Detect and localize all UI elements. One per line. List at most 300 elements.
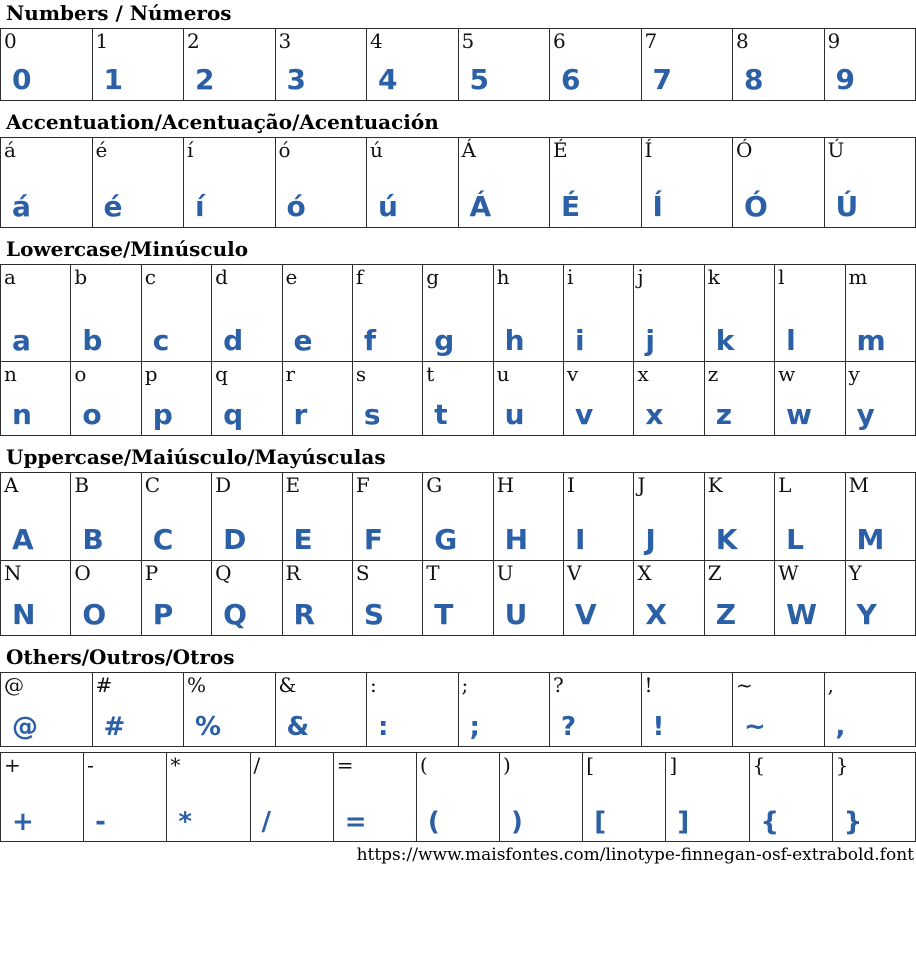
section-others [0, 646, 916, 842]
reference-glyph: ( [419, 753, 428, 777]
font-glyph: O [82, 598, 107, 631]
glyph-cell [641, 673, 733, 747]
glyph-cell [282, 561, 352, 636]
glyph-cell [845, 265, 916, 362]
font-glyph: z [715, 398, 733, 431]
reference-glyph: a [4, 265, 16, 289]
glyph-cell [550, 29, 642, 101]
reference-glyph: W [778, 561, 799, 585]
font-glyph: S [363, 598, 385, 631]
reference-glyph: B [74, 473, 90, 497]
font-glyph: ] [677, 807, 690, 837]
font-glyph: + [12, 807, 34, 837]
reference-glyph: F [355, 473, 370, 497]
reference-glyph: i [567, 265, 574, 289]
font-glyph: Á [469, 190, 492, 223]
reference-glyph: t [426, 362, 435, 386]
reference-glyph: E [285, 473, 301, 497]
font-glyph: ~ [744, 712, 766, 742]
source-url: https://www.maisfontes.com/linotype-finnegan-osf-extrabold.font [356, 845, 914, 865]
glyph-cell [641, 29, 733, 101]
font-glyph: m [856, 324, 886, 357]
font-glyph: B [82, 523, 104, 556]
glyph-cell [367, 29, 459, 101]
font-glyph: , [835, 712, 846, 742]
glyph-cell [1, 138, 93, 228]
font-glyph: - [95, 807, 106, 837]
font-glyph: ! [652, 712, 665, 742]
glyph-cell [184, 29, 276, 101]
reference-glyph: 3 [278, 29, 292, 53]
glyph-cell [333, 753, 416, 842]
reference-glyph: R [285, 561, 301, 585]
reference-glyph: 4 [370, 29, 383, 53]
glyph-row-uppercase-0 [0, 472, 916, 561]
font-glyph: f [363, 324, 377, 357]
reference-glyph: * [170, 753, 181, 777]
font-glyph: q [223, 398, 244, 431]
glyph-cell [1, 362, 71, 436]
glyph-cell [275, 138, 367, 228]
reference-glyph: á [4, 138, 16, 162]
glyph-cell [1, 473, 71, 561]
font-glyph: [ [594, 807, 607, 837]
glyph-cell [845, 473, 916, 561]
reference-glyph: U [496, 561, 514, 585]
glyph-cell [141, 473, 211, 561]
glyph-cell [184, 138, 276, 228]
reference-glyph: É [553, 138, 568, 162]
glyph-cell [71, 362, 141, 436]
font-glyph: ; [469, 712, 480, 742]
reference-glyph: : [370, 673, 377, 697]
font-glyph: d [223, 324, 244, 357]
font-glyph: Y [856, 598, 877, 631]
font-glyph: 1 [103, 63, 123, 96]
font-glyph: v [575, 398, 594, 431]
glyph-cell [666, 753, 749, 842]
glyph-cell [92, 138, 184, 228]
font-glyph: 5 [469, 63, 489, 96]
glyph-cell [493, 362, 563, 436]
font-glyph: } [843, 807, 863, 837]
glyph-cell [845, 561, 916, 636]
glyph-cell [71, 561, 141, 636]
font-glyph: ) [511, 807, 523, 837]
reference-glyph: C [144, 473, 161, 497]
reference-glyph: = [336, 753, 354, 777]
glyph-row-lowercase-0 [0, 264, 916, 362]
glyph-cell [832, 753, 915, 842]
reference-glyph: 8 [736, 29, 749, 53]
glyph-tables-lowercase [0, 264, 916, 436]
glyph-cell [733, 138, 825, 228]
font-glyph: b [82, 324, 103, 357]
glyph-cell [141, 265, 211, 362]
reference-glyph: Z [707, 561, 722, 585]
font-glyph: 0 [12, 63, 32, 96]
glyph-cell [704, 561, 774, 636]
glyph-cell [1, 29, 93, 101]
section-title-lowercase: Lowercase/Minúsculo [6, 237, 249, 261]
font-glyph: s [363, 398, 381, 431]
glyph-row-numbers-0 [0, 28, 916, 101]
reference-glyph: P [144, 561, 159, 585]
font-glyph: = [344, 807, 367, 837]
font-glyph: é [103, 190, 123, 223]
glyph-row-others-1 [0, 752, 916, 842]
font-glyph: % [195, 712, 222, 742]
glyph-cell [184, 673, 276, 747]
font-glyph: @ [12, 712, 38, 742]
glyph-cell [416, 753, 499, 842]
glyph-cell [1, 561, 71, 636]
reference-glyph: { [752, 753, 766, 777]
font-glyph: w [786, 398, 812, 431]
reference-glyph: D [215, 473, 232, 497]
reference-glyph: Á [461, 138, 476, 162]
font-glyph: D [223, 523, 247, 556]
glyph-row-lowercase-1 [0, 361, 916, 436]
font-glyph: 7 [652, 63, 672, 96]
font-glyph: Ú [835, 190, 859, 223]
reference-glyph: ? [553, 673, 564, 697]
reference-glyph: f [355, 265, 364, 289]
reference-glyph: Ó [736, 138, 753, 162]
reference-glyph: M [848, 473, 869, 497]
font-glyph: F [363, 523, 384, 556]
glyph-cell [352, 561, 422, 636]
glyph-cell [845, 362, 916, 436]
glyph-row-uppercase-1 [0, 560, 916, 636]
glyph-cell [564, 362, 634, 436]
glyph-cell [733, 673, 825, 747]
reference-glyph: H [496, 473, 515, 497]
reference-glyph: T [426, 561, 440, 585]
reference-glyph: Í [644, 138, 653, 162]
font-glyph: Í [652, 190, 663, 223]
section-accentuation [0, 111, 916, 228]
font-glyph: I [575, 523, 586, 556]
font-glyph: H [504, 523, 529, 556]
font-glyph: ( [427, 807, 440, 837]
font-glyph: r [293, 398, 308, 431]
reference-glyph: ; [461, 673, 469, 697]
reference-glyph: 0 [4, 29, 17, 53]
glyph-cell [352, 362, 422, 436]
glyph-cell [564, 473, 634, 561]
reference-glyph: é [95, 138, 108, 162]
font-glyph: & [286, 712, 310, 742]
reference-glyph: V [567, 561, 582, 585]
glyph-cell [493, 473, 563, 561]
reference-glyph: L [778, 473, 792, 497]
reference-glyph: & [278, 673, 297, 697]
reference-glyph: - [87, 753, 94, 777]
glyph-cell [212, 265, 282, 362]
glyph-cell [423, 362, 493, 436]
reference-glyph: N [4, 561, 22, 585]
font-glyph: á [12, 190, 31, 223]
glyph-cell [704, 265, 774, 362]
section-title-uppercase: Uppercase/Maiúsculo/Mayúsculas [6, 445, 386, 469]
glyph-cell [367, 138, 459, 228]
font-glyph: W [786, 598, 818, 631]
reference-glyph: O [74, 561, 91, 585]
glyph-cell [423, 561, 493, 636]
glyph-cell [1, 673, 93, 747]
glyph-cell [458, 29, 550, 101]
reference-glyph: # [95, 673, 113, 697]
glyph-cell [564, 265, 634, 362]
reference-glyph: o [74, 362, 87, 386]
reference-glyph: d [215, 265, 228, 289]
reference-glyph: 1 [95, 29, 109, 53]
font-glyph: C [152, 523, 174, 556]
glyph-tables-others [0, 672, 916, 842]
reference-glyph: S [355, 561, 370, 585]
glyph-cell [824, 673, 916, 747]
font-glyph: l [786, 324, 796, 357]
reference-glyph: z [707, 362, 719, 386]
font-glyph: 6 [561, 63, 581, 96]
section-numbers [0, 2, 916, 101]
reference-glyph: } [835, 753, 849, 777]
reference-glyph: l [778, 265, 785, 289]
glyph-cell [775, 362, 845, 436]
glyph-cell [704, 362, 774, 436]
font-glyph: N [12, 598, 36, 631]
reference-glyph: y [848, 362, 860, 386]
reference-glyph: w [778, 362, 796, 386]
glyph-row-others-0 [0, 672, 916, 747]
reference-glyph: m [848, 265, 868, 289]
reference-glyph: + [4, 753, 21, 777]
reference-glyph: x [637, 362, 649, 386]
glyph-cell [749, 753, 832, 842]
font-glyph: u [504, 398, 525, 431]
reference-glyph: ó [278, 138, 291, 162]
section-title-others: Others/Outros/Otros [6, 645, 235, 669]
glyph-cell [775, 561, 845, 636]
reference-glyph: I [567, 473, 575, 497]
glyph-cell [634, 265, 704, 362]
font-glyph: É [561, 190, 581, 223]
glyph-cell [92, 29, 184, 101]
font-glyph: 4 [378, 63, 398, 96]
reference-glyph: 5 [461, 29, 475, 53]
glyph-tables-numbers [0, 28, 916, 101]
font-glyph: Ó [744, 190, 768, 223]
glyph-cell [282, 473, 352, 561]
font-glyph: t [434, 398, 448, 431]
reference-glyph: , [827, 673, 834, 697]
reference-glyph: ú [370, 138, 383, 162]
reference-glyph: A [4, 473, 19, 497]
glyph-cell [71, 473, 141, 561]
font-glyph: h [504, 324, 525, 357]
font-glyph: a [12, 324, 31, 357]
section-lowercase [0, 238, 916, 436]
glyph-cell [275, 29, 367, 101]
reference-glyph: / [253, 753, 261, 777]
reference-glyph: n [4, 362, 17, 386]
section-uppercase [0, 446, 916, 636]
glyph-cell [423, 473, 493, 561]
glyph-cell [92, 673, 184, 747]
reference-glyph: % [187, 673, 207, 697]
font-glyph: L [786, 523, 804, 556]
reference-glyph: Ú [827, 138, 845, 162]
glyph-cell [733, 29, 825, 101]
font-glyph: { [760, 807, 780, 837]
font-glyph: Z [715, 598, 737, 631]
reference-glyph: ) [503, 753, 511, 777]
font-glyph: 9 [835, 63, 855, 96]
glyph-cell [493, 561, 563, 636]
font-glyph: ú [378, 190, 398, 223]
reference-glyph: g [426, 265, 440, 289]
glyph-cell [167, 753, 250, 842]
reference-glyph: r [285, 362, 296, 386]
font-glyph: g [434, 324, 455, 357]
reference-glyph: q [215, 362, 228, 386]
reference-glyph: K [707, 473, 723, 497]
font-glyph: y [856, 398, 875, 431]
glyph-cell [550, 138, 642, 228]
font-glyph: V [575, 598, 597, 631]
glyph-cell [500, 753, 583, 842]
reference-glyph: e [285, 265, 298, 289]
glyph-cell [212, 362, 282, 436]
font-glyph: 3 [286, 63, 306, 96]
glyph-cell [458, 673, 550, 747]
reference-glyph: u [496, 362, 510, 386]
glyph-cell [583, 753, 666, 842]
reference-glyph: k [707, 265, 720, 289]
glyph-cell [824, 29, 916, 101]
reference-glyph: ~ [736, 673, 753, 697]
reference-glyph: [ [586, 753, 595, 777]
glyph-cell [775, 473, 845, 561]
glyph-cell [352, 265, 422, 362]
font-glyph: k [715, 324, 735, 357]
glyph-cell [458, 138, 550, 228]
glyph-cell [367, 673, 459, 747]
font-glyph: n [12, 398, 32, 431]
reference-glyph: J [637, 473, 646, 497]
glyph-cell [550, 673, 642, 747]
section-title-numbers: Numbers / Números [6, 1, 232, 25]
font-glyph: P [152, 598, 174, 631]
reference-glyph: ] [669, 753, 678, 777]
font-glyph: ? [561, 712, 577, 742]
glyph-cell [641, 138, 733, 228]
font-glyph: T [434, 598, 454, 631]
reference-glyph: 9 [827, 29, 841, 53]
font-glyph: X [645, 598, 667, 631]
glyph-cell [704, 473, 774, 561]
font-glyph: G [434, 523, 458, 556]
reference-glyph: @ [4, 673, 24, 697]
font-glyph: R [293, 598, 316, 631]
glyph-cell [141, 561, 211, 636]
glyph-cell [275, 673, 367, 747]
font-glyph: K [715, 523, 738, 556]
reference-glyph: b [74, 265, 88, 289]
glyph-cell [250, 753, 333, 842]
glyph-cell [824, 138, 916, 228]
font-glyph: x [645, 398, 664, 431]
glyph-cell [493, 265, 563, 362]
font-glyph: U [504, 598, 528, 631]
font-glyph: c [152, 324, 170, 357]
glyph-cell [71, 265, 141, 362]
glyph-cell [282, 265, 352, 362]
font-glyph: 2 [195, 63, 215, 96]
reference-glyph: 6 [553, 29, 566, 53]
font-glyph: / [261, 807, 272, 837]
glyph-cell [84, 753, 167, 842]
reference-glyph: ! [644, 673, 653, 697]
font-glyph: M [856, 523, 885, 556]
reference-glyph: Y [848, 561, 862, 585]
font-specimen-page [0, 2, 916, 865]
font-glyph: ó [286, 190, 306, 223]
glyph-cell [352, 473, 422, 561]
glyph-cell [1, 753, 84, 842]
reference-glyph: v [567, 362, 579, 386]
font-glyph: Q [223, 598, 247, 631]
glyph-cell [141, 362, 211, 436]
glyph-cell [1, 265, 71, 362]
glyph-cell [212, 473, 282, 561]
font-glyph: j [645, 324, 655, 357]
reference-glyph: j [637, 265, 644, 289]
reference-glyph: s [355, 362, 367, 386]
reference-glyph: G [426, 473, 443, 497]
glyph-cell [634, 473, 704, 561]
glyph-tables-uppercase [0, 472, 916, 636]
glyph-cell [282, 362, 352, 436]
font-glyph: 8 [744, 63, 764, 96]
section-title-accentuation: Accentuation/Acentuação/Acentuación [6, 110, 439, 134]
font-glyph: e [293, 324, 313, 357]
glyph-cell [634, 561, 704, 636]
glyph-cell [634, 362, 704, 436]
reference-glyph: p [144, 362, 158, 386]
font-glyph: # [103, 712, 126, 742]
font-glyph: J [645, 523, 656, 556]
reference-glyph: 2 [187, 29, 200, 53]
reference-glyph: Q [215, 561, 232, 585]
reference-glyph: c [144, 265, 156, 289]
font-glyph: E [293, 523, 313, 556]
glyph-cell [564, 561, 634, 636]
font-glyph: : [378, 712, 389, 742]
glyph-row-accentuation-0 [0, 137, 916, 228]
reference-glyph: X [637, 561, 652, 585]
reference-glyph: 7 [644, 29, 658, 53]
reference-glyph: h [496, 265, 510, 289]
font-glyph: i [575, 324, 585, 357]
font-glyph: A [12, 523, 34, 556]
font-glyph: p [152, 398, 173, 431]
glyph-cell [423, 265, 493, 362]
reference-glyph: í [187, 138, 194, 162]
font-glyph: í [195, 190, 205, 223]
glyph-cell [775, 265, 845, 362]
